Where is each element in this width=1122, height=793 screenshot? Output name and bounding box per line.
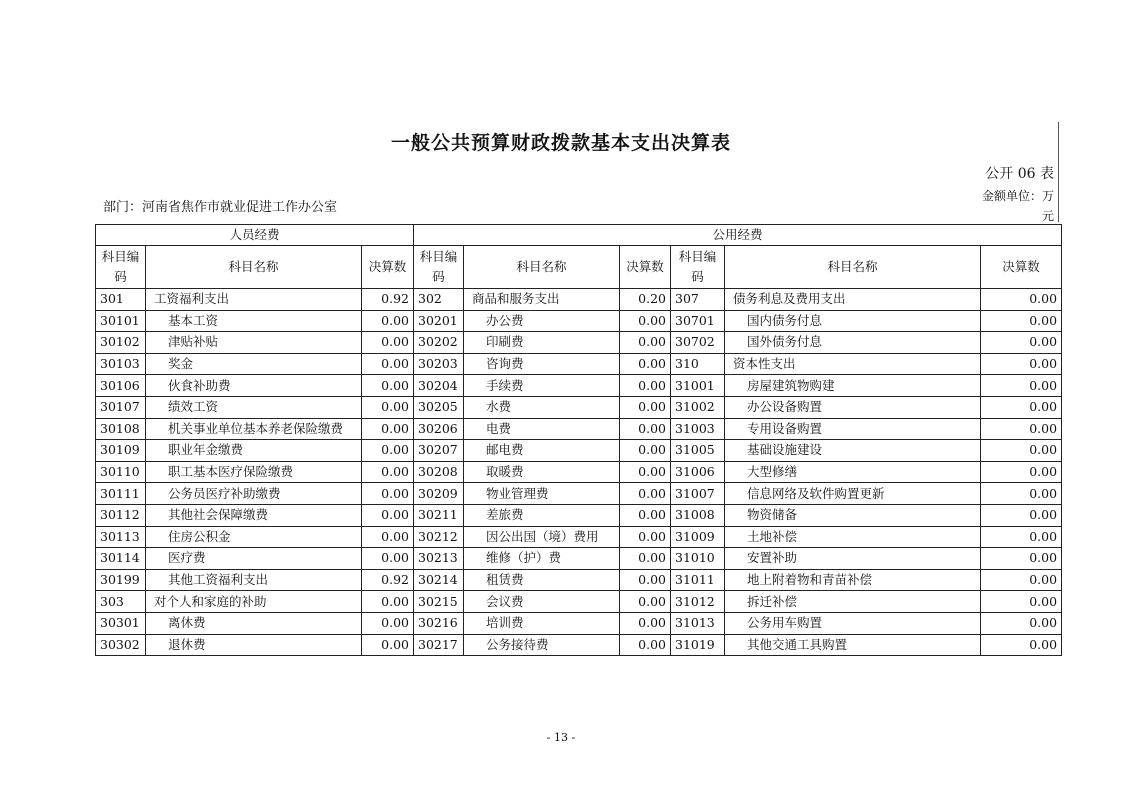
amount-cell: 0.00 <box>981 569 1062 591</box>
name-cell: 医疗费 <box>146 548 362 570</box>
code-cell: 30301 <box>96 612 146 634</box>
table-row <box>96 612 1062 634</box>
amount-cell: 0.00 <box>362 548 414 570</box>
unit-label-continued: 元 <box>1041 209 1054 223</box>
code-cell: 303 <box>96 591 146 613</box>
amount-cell: 0.00 <box>981 483 1062 505</box>
name-cell: 地上附着物和青苗补偿 <box>725 569 981 591</box>
amount-cell: 0.00 <box>362 396 414 418</box>
amount-cell: 0.00 <box>620 353 671 375</box>
amount-cell: 0.00 <box>620 483 671 505</box>
amount-cell: 0.00 <box>620 440 671 462</box>
amount-cell: 0.00 <box>362 375 414 397</box>
name-cell: 其他社会保障缴费 <box>146 504 362 526</box>
code-cell: 31002 <box>671 396 725 418</box>
amount-cell: 0.00 <box>981 375 1062 397</box>
amount-cell: 0.00 <box>620 634 671 656</box>
code-cell: 301 <box>96 289 146 311</box>
amount-cell: 0.00 <box>620 612 671 634</box>
name-cell: 公务用车购置 <box>725 612 981 634</box>
code-cell: 31011 <box>671 569 725 591</box>
amount-cell: 0.00 <box>981 440 1062 462</box>
name-cell: 取暖费 <box>464 461 620 483</box>
amount-cell: 0.00 <box>362 634 414 656</box>
code-cell: 30205 <box>414 396 464 418</box>
code-cell: 31019 <box>671 634 725 656</box>
code-cell: 30199 <box>96 569 146 591</box>
name-cell: 安置补助 <box>725 548 981 570</box>
code-cell: 30208 <box>414 461 464 483</box>
name-cell: 资本性支出 <box>725 353 981 375</box>
code-cell: 30214 <box>414 569 464 591</box>
code-cell: 30109 <box>96 440 146 462</box>
name-cell: 办公费 <box>464 310 620 332</box>
table-row <box>96 353 1062 375</box>
amount-cell: 0.00 <box>620 526 671 548</box>
name-cell: 大型修缮 <box>725 461 981 483</box>
code-cell: 30103 <box>96 353 146 375</box>
code-cell: 31013 <box>671 612 725 634</box>
name-cell: 邮电费 <box>464 440 620 462</box>
name-cell: 专用设备购置 <box>725 418 981 440</box>
code-cell: 30114 <box>96 548 146 570</box>
code-cell: 30107 <box>96 396 146 418</box>
name-cell: 离休费 <box>146 612 362 634</box>
amount-cell: 0.00 <box>620 461 671 483</box>
amount-cell: 0.00 <box>620 310 671 332</box>
name-cell: 公务接待费 <box>464 634 620 656</box>
code-cell: 30211 <box>414 504 464 526</box>
name-cell: 土地补偿 <box>725 526 981 548</box>
name-cell: 职业年金缴费 <box>146 440 362 462</box>
code-cell: 30702 <box>671 332 725 354</box>
group-personnel: 人员经费 <box>96 225 414 246</box>
code-cell: 30209 <box>414 483 464 505</box>
amount-cell: 0.00 <box>620 548 671 570</box>
table-row <box>96 569 1062 591</box>
amount-cell: 0.00 <box>362 418 414 440</box>
code-cell: 31007 <box>671 483 725 505</box>
code-cell: 31006 <box>671 461 725 483</box>
name-cell: 津贴补贴 <box>146 332 362 354</box>
name-cell: 奖金 <box>146 353 362 375</box>
name-cell: 住房公积金 <box>146 526 362 548</box>
amount-cell: 0.00 <box>981 612 1062 634</box>
header-name: 科目名称 <box>464 246 620 289</box>
code-cell: 30113 <box>96 526 146 548</box>
table-row <box>96 396 1062 418</box>
code-cell: 30213 <box>414 548 464 570</box>
name-cell: 国外债务付息 <box>725 332 981 354</box>
amount-cell: 0.92 <box>362 289 414 311</box>
table-row <box>96 591 1062 613</box>
name-cell: 印刷费 <box>464 332 620 354</box>
code-cell: 30101 <box>96 310 146 332</box>
code-cell: 302 <box>414 289 464 311</box>
amount-cell: 0.00 <box>362 483 414 505</box>
name-cell: 绩效工资 <box>146 396 362 418</box>
name-cell: 水费 <box>464 396 620 418</box>
code-cell: 31012 <box>671 591 725 613</box>
code-cell: 31010 <box>671 548 725 570</box>
code-cell: 30217 <box>414 634 464 656</box>
amount-cell: 0.00 <box>620 591 671 613</box>
table-row <box>96 289 1062 311</box>
amount-cell: 0.00 <box>981 418 1062 440</box>
name-cell: 商品和服务支出 <box>464 289 620 311</box>
name-cell: 其他交通工具购置 <box>725 634 981 656</box>
code-cell: 30102 <box>96 332 146 354</box>
name-cell: 维修（护）费 <box>464 548 620 570</box>
name-cell: 机关事业单位基本养老保险缴费 <box>146 418 362 440</box>
code-cell: 30212 <box>414 526 464 548</box>
code-cell: 30112 <box>96 504 146 526</box>
table-row <box>96 483 1062 505</box>
name-cell: 会议费 <box>464 591 620 613</box>
code-cell: 30110 <box>96 461 146 483</box>
amount-cell: 0.00 <box>981 289 1062 311</box>
code-cell: 30204 <box>414 375 464 397</box>
amount-cell: 0.00 <box>981 353 1062 375</box>
amount-cell: 0.00 <box>981 396 1062 418</box>
amount-cell: 0.00 <box>981 310 1062 332</box>
amount-cell: 0.00 <box>620 396 671 418</box>
amount-cell: 0.00 <box>620 569 671 591</box>
expenditure-table <box>95 224 1062 656</box>
name-cell: 电费 <box>464 418 620 440</box>
code-cell: 31001 <box>671 375 725 397</box>
header-name: 科目名称 <box>146 246 362 289</box>
name-cell: 基本工资 <box>146 310 362 332</box>
code-cell: 30201 <box>414 310 464 332</box>
amount-cell: 0.00 <box>362 332 414 354</box>
column-header-row <box>96 246 1062 289</box>
amount-cell: 0.00 <box>362 612 414 634</box>
amount-cell: 0.00 <box>620 504 671 526</box>
group-public: 公用经费 <box>414 225 1062 246</box>
name-cell: 职工基本医疗保险缴费 <box>146 461 362 483</box>
name-cell: 租赁费 <box>464 569 620 591</box>
amount-cell: 0.00 <box>362 504 414 526</box>
name-cell: 物业管理费 <box>464 483 620 505</box>
table-row <box>96 526 1062 548</box>
code-cell: 30701 <box>671 310 725 332</box>
code-cell: 30106 <box>96 375 146 397</box>
table-row <box>96 310 1062 332</box>
table-row <box>96 418 1062 440</box>
name-cell: 对个人和家庭的补助 <box>146 591 362 613</box>
code-cell: 31009 <box>671 526 725 548</box>
amount-cell: 0.00 <box>362 310 414 332</box>
name-cell: 债务利息及费用支出 <box>725 289 981 311</box>
code-cell: 310 <box>671 353 725 375</box>
name-cell: 办公设备购置 <box>725 396 981 418</box>
header-code: 科目编码 <box>96 246 146 289</box>
amount-cell: 0.00 <box>981 504 1062 526</box>
amount-cell: 0.00 <box>981 591 1062 613</box>
amount-cell: 0.00 <box>981 461 1062 483</box>
table-row <box>96 504 1062 526</box>
code-cell: 30215 <box>414 591 464 613</box>
table-row <box>96 440 1062 462</box>
name-cell: 工资福利支出 <box>146 289 362 311</box>
name-cell: 房屋建筑物购建 <box>725 375 981 397</box>
amount-cell: 0.00 <box>362 353 414 375</box>
code-cell: 31005 <box>671 440 725 462</box>
amount-cell: 0.00 <box>620 418 671 440</box>
name-cell: 差旅费 <box>464 504 620 526</box>
amount-cell: 0.92 <box>362 569 414 591</box>
table-row <box>96 461 1062 483</box>
code-cell: 30111 <box>96 483 146 505</box>
table-row <box>96 634 1062 656</box>
name-cell: 培训费 <box>464 612 620 634</box>
table-row <box>96 332 1062 354</box>
amount-cell: 0.00 <box>981 526 1062 548</box>
code-cell: 31003 <box>671 418 725 440</box>
table-row <box>96 375 1062 397</box>
name-cell: 手续费 <box>464 375 620 397</box>
table-body <box>96 289 1062 656</box>
name-cell: 其他工资福利支出 <box>146 569 362 591</box>
name-cell: 因公出国（境）费用 <box>464 526 620 548</box>
name-cell: 物资储备 <box>725 504 981 526</box>
code-cell: 30302 <box>96 634 146 656</box>
amount-cell: 0.00 <box>362 591 414 613</box>
amount-cell: 0.00 <box>981 634 1062 656</box>
name-cell: 基础设施建设 <box>725 440 981 462</box>
page-number: - 13 - <box>546 731 576 744</box>
header-amount: 决算数 <box>981 246 1062 289</box>
header-amount: 决算数 <box>620 246 671 289</box>
name-cell: 伙食补助费 <box>146 375 362 397</box>
name-cell: 国内债务付息 <box>725 310 981 332</box>
code-cell: 307 <box>671 289 725 311</box>
amount-cell: 0.00 <box>981 332 1062 354</box>
header-name: 科目名称 <box>725 246 981 289</box>
code-cell: 30216 <box>414 612 464 634</box>
amount-cell: 0.00 <box>362 440 414 462</box>
page-title: 一般公共预算财政拨款基本支出决算表 <box>390 132 731 154</box>
name-cell: 咨询费 <box>464 353 620 375</box>
code-cell: 30202 <box>414 332 464 354</box>
unit-label: 金额单位：万 <box>981 189 1054 203</box>
amount-cell: 0.20 <box>620 289 671 311</box>
name-cell: 退休费 <box>146 634 362 656</box>
code-cell: 30203 <box>414 353 464 375</box>
code-cell: 31008 <box>671 504 725 526</box>
name-cell: 拆迁补偿 <box>725 591 981 613</box>
group-header-row <box>96 225 1062 246</box>
code-cell: 30108 <box>96 418 146 440</box>
amount-cell: 0.00 <box>620 375 671 397</box>
code-cell: 30206 <box>414 418 464 440</box>
name-cell: 信息网络及软件购置更新 <box>725 483 981 505</box>
table-number: 公开 06 表 <box>985 166 1054 182</box>
amount-cell: 0.00 <box>362 461 414 483</box>
amount-cell: 0.00 <box>620 332 671 354</box>
header-code: 科目编码 <box>414 246 464 289</box>
header-amount: 决算数 <box>362 246 414 289</box>
table-row <box>96 548 1062 570</box>
department-label: 部门：河南省焦作市就业促进工作办公室 <box>103 200 338 215</box>
header-code: 科目编码 <box>671 246 725 289</box>
amount-cell: 0.00 <box>981 548 1062 570</box>
name-cell: 公务员医疗补助缴费 <box>146 483 362 505</box>
code-cell: 30207 <box>414 440 464 462</box>
amount-cell: 0.00 <box>362 526 414 548</box>
